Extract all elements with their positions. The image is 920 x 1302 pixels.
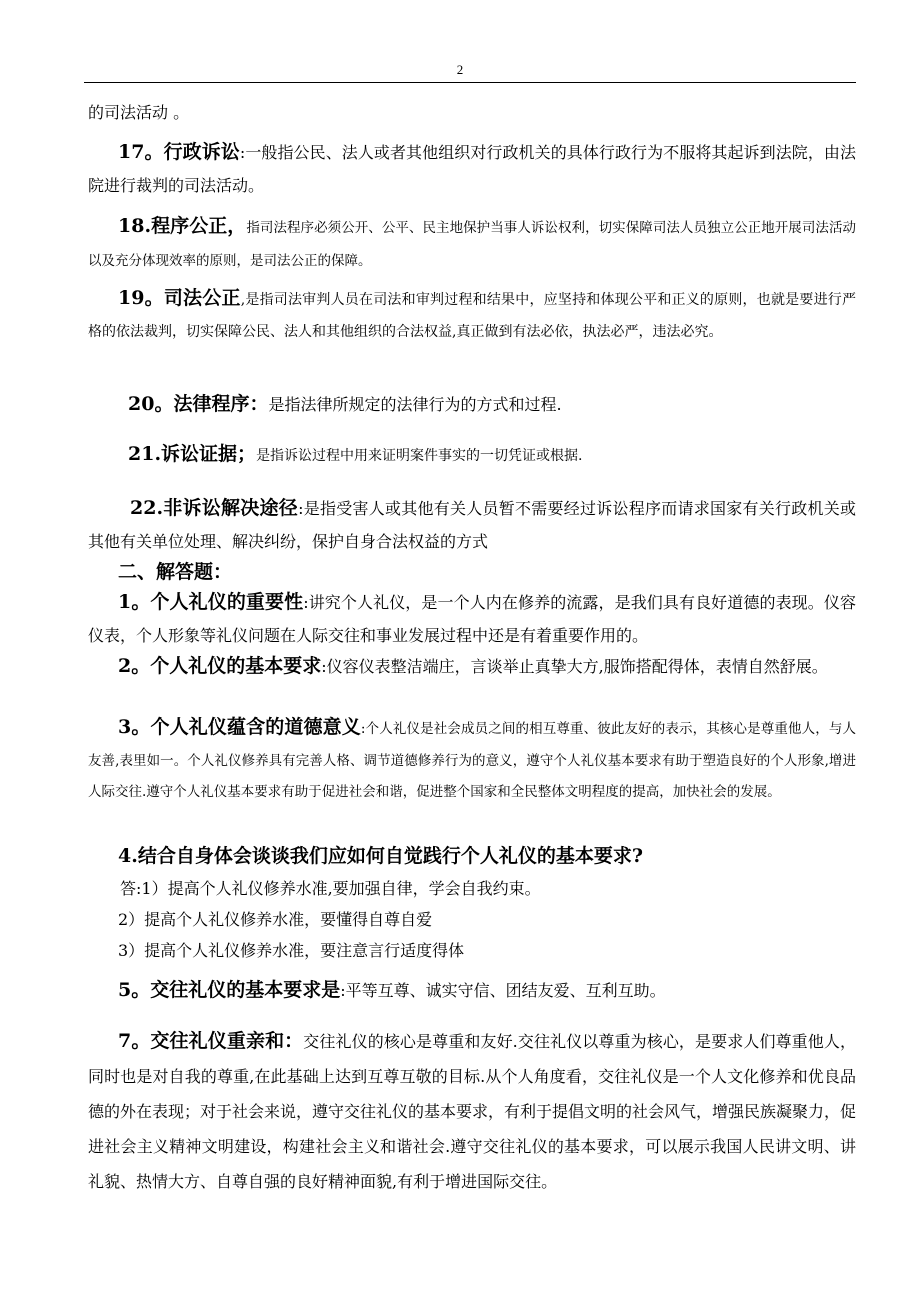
- answer-3: 3。个人礼仪蕴含的道德意义:个人礼仪是社会成员之间的相互尊重、彼此友好的表示，其核心是尊重他人，与人友善,表里如一。个人礼仪修养具有完善人格、调节道德修养行为的意义，遵守个人礼仪基本要求有助于塑造良好的个人形象,增进人际交往.遵守个人礼仪基本要求有助于促进社会和谐，促进整个国家和全民整体文明程度的提高，加快社会的发展。: [88, 716, 856, 800]
- term-title: 18.程序公正，: [118, 215, 247, 237]
- intro-line: 的司法活动 。: [88, 103, 190, 122]
- answer-7: [88, 1024, 856, 1199]
- answer-title: 7。交往礼仪重亲和：: [118, 1030, 304, 1052]
- term-text: 是指法律所规定的法律行为的方式和过程.: [268, 395, 562, 414]
- page-number: 2: [456, 62, 464, 77]
- term-text: 是指诉讼过程中用来证明案件事实的一切凭证或根据.: [256, 448, 583, 464]
- definition-19: 19。司法公正,是指司法审判人员在司法和审判过程和结果中，应坚持和体现公平和正义的原则，也就是要进行严格的依法裁判，切实保障公民、法人和其他组织的合法权益,真正做到有法必依，执法必严，违法必究。: [88, 287, 856, 340]
- term-title: 21.诉讼证据；: [128, 443, 257, 465]
- answer-text: 交往礼仪的核心是尊重和友好.交往礼仪以尊重为核心，是要求人们尊重他人，同时也是对自我的尊重,在此基础上达到互尊互敬的目标.从个人角度看，交往礼仪是一个人文化修养和优良品德的外在表现；对于社会来说，遵守交往礼仪的基本要求，有利于提倡文明的社会风气，增强民族凝聚力，促进社会主义精神文明建设，构建社会主义和谐社会.遵守交往礼仪的基本要求，可以展示我国人民讲文明、讲礼貌、热情大方、自尊自强的良好精神面貌,有利于增进国际交往。: [88, 1032, 857, 1191]
- term-title: 19。司法公正: [118, 287, 241, 309]
- answer-2: 2。个人礼仪的基本要求:仪容仪表整洁端庄，言谈举止真挚大方,服饰搭配得体，表情自然舒展。: [118, 655, 828, 677]
- term-text: 一般指公民、法人或者其他组织对行政机关的具体行政行为不服将其起诉到法院，由法院进行裁判的司法活动。: [88, 143, 856, 195]
- answer-text: 讲究个人礼仪，是一个人内在修养的流露，是我们具有良好道德的表现。仪容仪表，个人形象等礼仪问题在人际交往和事业发展过程中还是有着重要作用的。: [88, 593, 856, 645]
- answer-text: 仪容仪表整洁端庄，言谈举止真挚大方,服饰搭配得体，表情自然舒展。: [326, 657, 828, 676]
- answer-5: 5。交往礼仪的基本要求是:平等互尊、诚实守信、团结友爱、互利互助。: [118, 979, 666, 1001]
- answer-title: 5。交往礼仪的基本要求是: [118, 979, 341, 1001]
- document-body: [88, 96, 856, 1199]
- definition-21: [88, 438, 856, 492]
- definition-17: 17。行政诉讼:一般指公民、法人或者其他组织对行政机关的具体行政行为不服将其起诉到法院，由法院进行裁判的司法活动。: [88, 141, 856, 195]
- answer-text: 平等互尊、诚实守信、团结友爱、互利互助。: [345, 981, 666, 1000]
- header-rule: [84, 82, 856, 83]
- answer-text: 个人礼仪是社会成员之间的相互尊重、彼此友好的表示，其核心是尊重他人，与人友善,表里如一。个人礼仪修养具有完善人格、调节道德修养行为的意义，遵守个人礼仪基本要求有助于塑造良好的个人形象,增进人际交往.遵守个人礼仪基本要求有助于促进社会和谐，促进整个国家和全民整体文明程度的提高，加快社会的发展。: [88, 721, 856, 800]
- definition-20: [88, 388, 856, 438]
- term-title: 17。行政诉讼: [118, 141, 240, 163]
- answer-4-line-1: 答:1）提高个人礼仪修养水准,要加强自律，学会自我约束。: [120, 879, 541, 898]
- definition-18: [88, 210, 856, 280]
- section-heading: 二、解答题：: [118, 561, 233, 583]
- term-text: 指司法程序必须公开、公平、民主地保护当事人诉讼权利，切实保障司法人员独立公正地开展司法活动以及充分体现效率的原则，是司法公正的保障。: [88, 220, 857, 269]
- answer-title: 3。个人礼仪蕴含的道德意义: [118, 716, 361, 738]
- question-4: 4.结合自身体会谈谈我们应如何自觉践行个人礼仪的基本要求?: [118, 845, 643, 867]
- answer-title: 2。个人礼仪的基本要求: [118, 655, 322, 677]
- answer-title: 1。个人礼仪的重要性: [118, 591, 304, 613]
- term-title: 22.非诉讼解决途径: [130, 497, 299, 519]
- answer-4-line-3: 3）提高个人礼仪修养水准，要注意言行适度得体: [118, 941, 465, 960]
- term-text: 是指司法审判人员在司法和审判过程和结果中，应坚持和体现公平和正义的原则，也就是要进行严格的依法裁判，切实保障公民、法人和其他组织的合法权益,真正做到有法必依，执法必严，违法必究。: [88, 292, 856, 340]
- definition-22: 22.非诉讼解决途径:是指受害人或其他有关人员暂不需要经过诉讼程序而请求国家有关行政机关或其他有关单位处理、解决纠纷，保护自身合法权益的方式: [88, 497, 856, 551]
- term-title: 20。法律程序：: [128, 393, 269, 415]
- answer-1: 1。个人礼仪的重要性:讲究个人礼仪，是一个人内在修养的流露，是我们具有良好道德的表现。仪容仪表，个人形象等礼仪问题在人际交往和事业发展过程中还是有着重要作用的。: [88, 591, 856, 645]
- answer-4-line-2: 2）提高个人礼仪修养水准，要懂得自尊自爱: [118, 910, 433, 929]
- term-text: 是指受害人或其他有关人员暂不需要经过诉讼程序而请求国家有关行政机关或其他有关单位处理、解决纠纷，保护自身合法权益的方式: [88, 499, 856, 551]
